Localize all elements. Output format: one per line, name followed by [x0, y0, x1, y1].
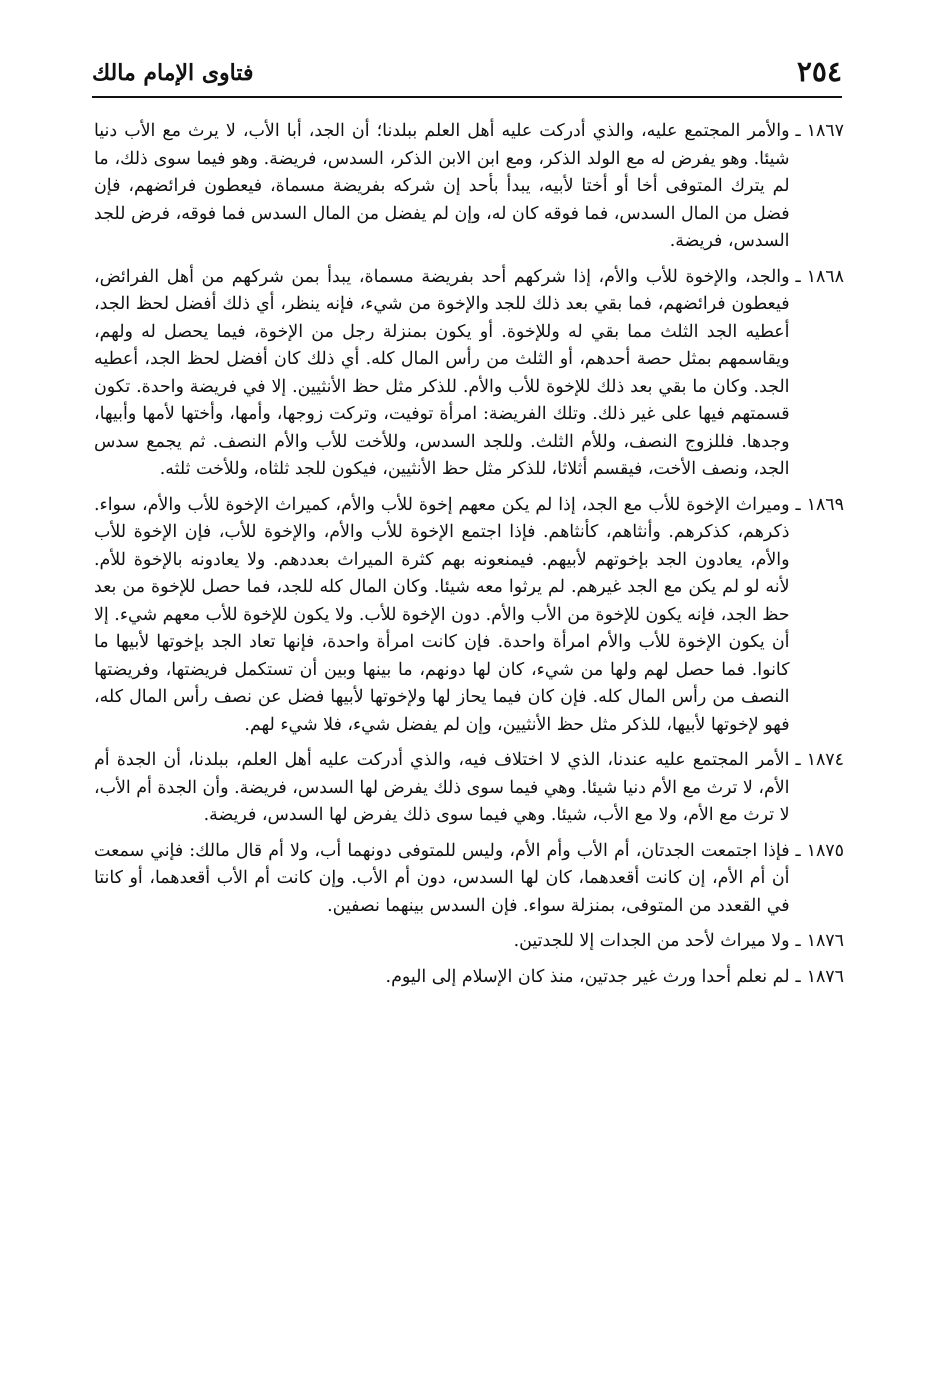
entry-1867 [94, 118, 844, 256]
entry-1876b [94, 964, 844, 992]
entry-dash: ـ [795, 966, 801, 987]
entry-text: الأمر المجتمع عليه عندنا، الذي لا اختلاف فيه، والذي أدركت عليه أهل العلم، ببلدنا، أن الجدة أم الأم، لا ترث مع الأم دنيا شيئا. وهي فيما سوى ذلك يفرض لها السدس، فريضة. وأن الجدة أم الأب، لا ترث مع الأم، ولا مع الأب، شيئا. وهي فيما سوى ذلك يفرض لها السدس، فريضة. [94, 750, 790, 825]
entry-number: ١٨٦٨ [806, 266, 844, 287]
entry-text: والأمر المجتمع عليه، والذي أدركت عليه أهل العلم ببلدنا؛ أن الجد، أبا الأب، لا يرث مع الأب دنيا شيئا. وهو يفرض له مع الولد الذكر، ومع ابن الابن الذكر، السدس، فريضة. وهو فيما سوى ذلك، ما لم يترك المتوفى أخا أو أختا لأبيه، يبدأ بأحد إن شركه بفريضة مسماة، فيعطون فرائضهم، فإن فضل من المال السدس، فما فوقه كان له، وإن لم يفضل من المال السدس فما فوقه، فرض للجد السدس، فريضة. [94, 121, 790, 251]
entry-dash: ـ [795, 266, 801, 287]
entry-number: ١٨٦٩ [806, 494, 844, 515]
entry-number: ١٨٧٤ [806, 750, 844, 770]
page-header [92, 40, 842, 98]
entry-1869 [94, 492, 844, 740]
entry-1874 [94, 747, 844, 830]
entry-number: ١٨٧٥ [806, 840, 844, 861]
entry-dash: ـ [795, 840, 801, 861]
entry-text: لم نعلم أحدا ورث غير جدتين، منذ كان الإسلام إلى اليوم. [385, 966, 790, 987]
book-title: فتاوى الإمام مالك [92, 60, 254, 86]
page-content [94, 118, 844, 999]
entry-text: وميراث الإخوة للأب مع الجد، إذا لم يكن معهم إخوة للأب والأم، كميراث الإخوة للأب والأم، سواء. ذكرهم، كذكرهم. وأنثاهم، كأنثاهم. فإذا اجتمع الإخوة للأب والأم، والإخوة للأب، فإن الإخوة للأب والأم، يعادون الجد بإخوتهم لأبيهم. فيمنعونه بهم كثرة الميراث بعددهم. ولا يعادونه بالإخوة للأم. لأنه لو لم يكن مع الجد غيرهم. لم يرثوا معه شيئا. وكان المال كله للجد، فما حصل للإخوة من بعد حظ الجد، فإنه يكون للإخوة من الأب والأم. دون الإخوة للأب. ولا يكون للإخوة للأب معهم شيء. إلا أن يكون الإخوة للأب والأم امرأة واحدة. فإن كانت امرأة واحدة، فإنها تعاد الجد بإخوتها لأبيها ما كانوا. فما حصل لهم ولها من شيء، كان لها دونهم، ما بينها وبين أن تستكمل فريضتها، وفريضتها النصف من رأس المال كله. فإن كان فيما يحاز لها ولإخوتها لأبيها فضل عن نصف رأس المال كله، فهو لإخوتها لأبيها، للذكر مثل حظ الأنثيين، وإن لم يفضل شيء، فلا شيء لهم. [94, 494, 790, 735]
entry-number: ١٨٧٦ [806, 931, 844, 951]
entry-1868 [94, 264, 844, 484]
entry-text: فإذا اجتمعت الجدتان، أم الأب وأم الأم، وليس للمتوفى دونهما أب، ولا أم قال مالك: فإني سمعت أن أم الأم، إن كانت أقعدهما، كان لها السدس، دون أم الأب. وإن كانت أم الأب أقعدهما، أو كانتا في القعدد من المتوفى، بمنزلة سواء. فإن السدس بينهما نصفين. [94, 840, 790, 916]
entry-dash: ـ [795, 931, 801, 951]
page-number: ٢٥٤ [796, 55, 842, 88]
entry-text: ولا ميراث لأحد من الجدات إلا للجدتين. [513, 931, 790, 951]
entry-dash: ـ [795, 750, 801, 770]
entry-number: ١٨٦٧ [806, 121, 844, 141]
entry-text: والجد، والإخوة للأب والأم، إذا شركهم أحد بفريضة مسماة، يبدأ بمن شركهم من أهل الفرائض، فيعطون فرائضهم، فما بقي بعد ذلك للجد والإخوة من شيء، فإنه ينظر، أي ذلك أفضل لحظ الجد، أعطيه الجد الثلث مما بقي له وللإخوة. أو يكون بمنزلة رجل من الإخوة، فيما يحصل له ولهم، ويقاسمهم بمثل حصة أحدهم، أو الثلث من رأس المال كله. أي ذلك كان أفضل لحظ الجد، أعطيه الجد. وكان ما بقي بعد ذلك للإخوة للأب والأم. للذكر مثل حظ الأنثيين. إلا في فريضة واحدة. تكون قسمتهم فيها على غير ذلك. وتلك الفريضة: امرأة توفيت، وتركت زوجها، وأمها، وأختها لأمها وأبيها، وجدها. فللزوج النصف، وللأم الثلث. وللجد السدس، وللأخت للأب والأم النصف. ثم يجمع سدس الجد، ونصف الأخت، فيقسم أثلاثا، للذكر مثل حظ الأنثيين، فيكون للجد ثلثاه، وللأخت ثلثه. [94, 266, 790, 479]
entry-1875 [94, 838, 844, 921]
entry-dash: ـ [795, 494, 801, 515]
entry-number: ١٨٧٦ [806, 966, 844, 987]
entry-dash: ـ [795, 121, 801, 141]
entry-1876a [94, 928, 844, 956]
